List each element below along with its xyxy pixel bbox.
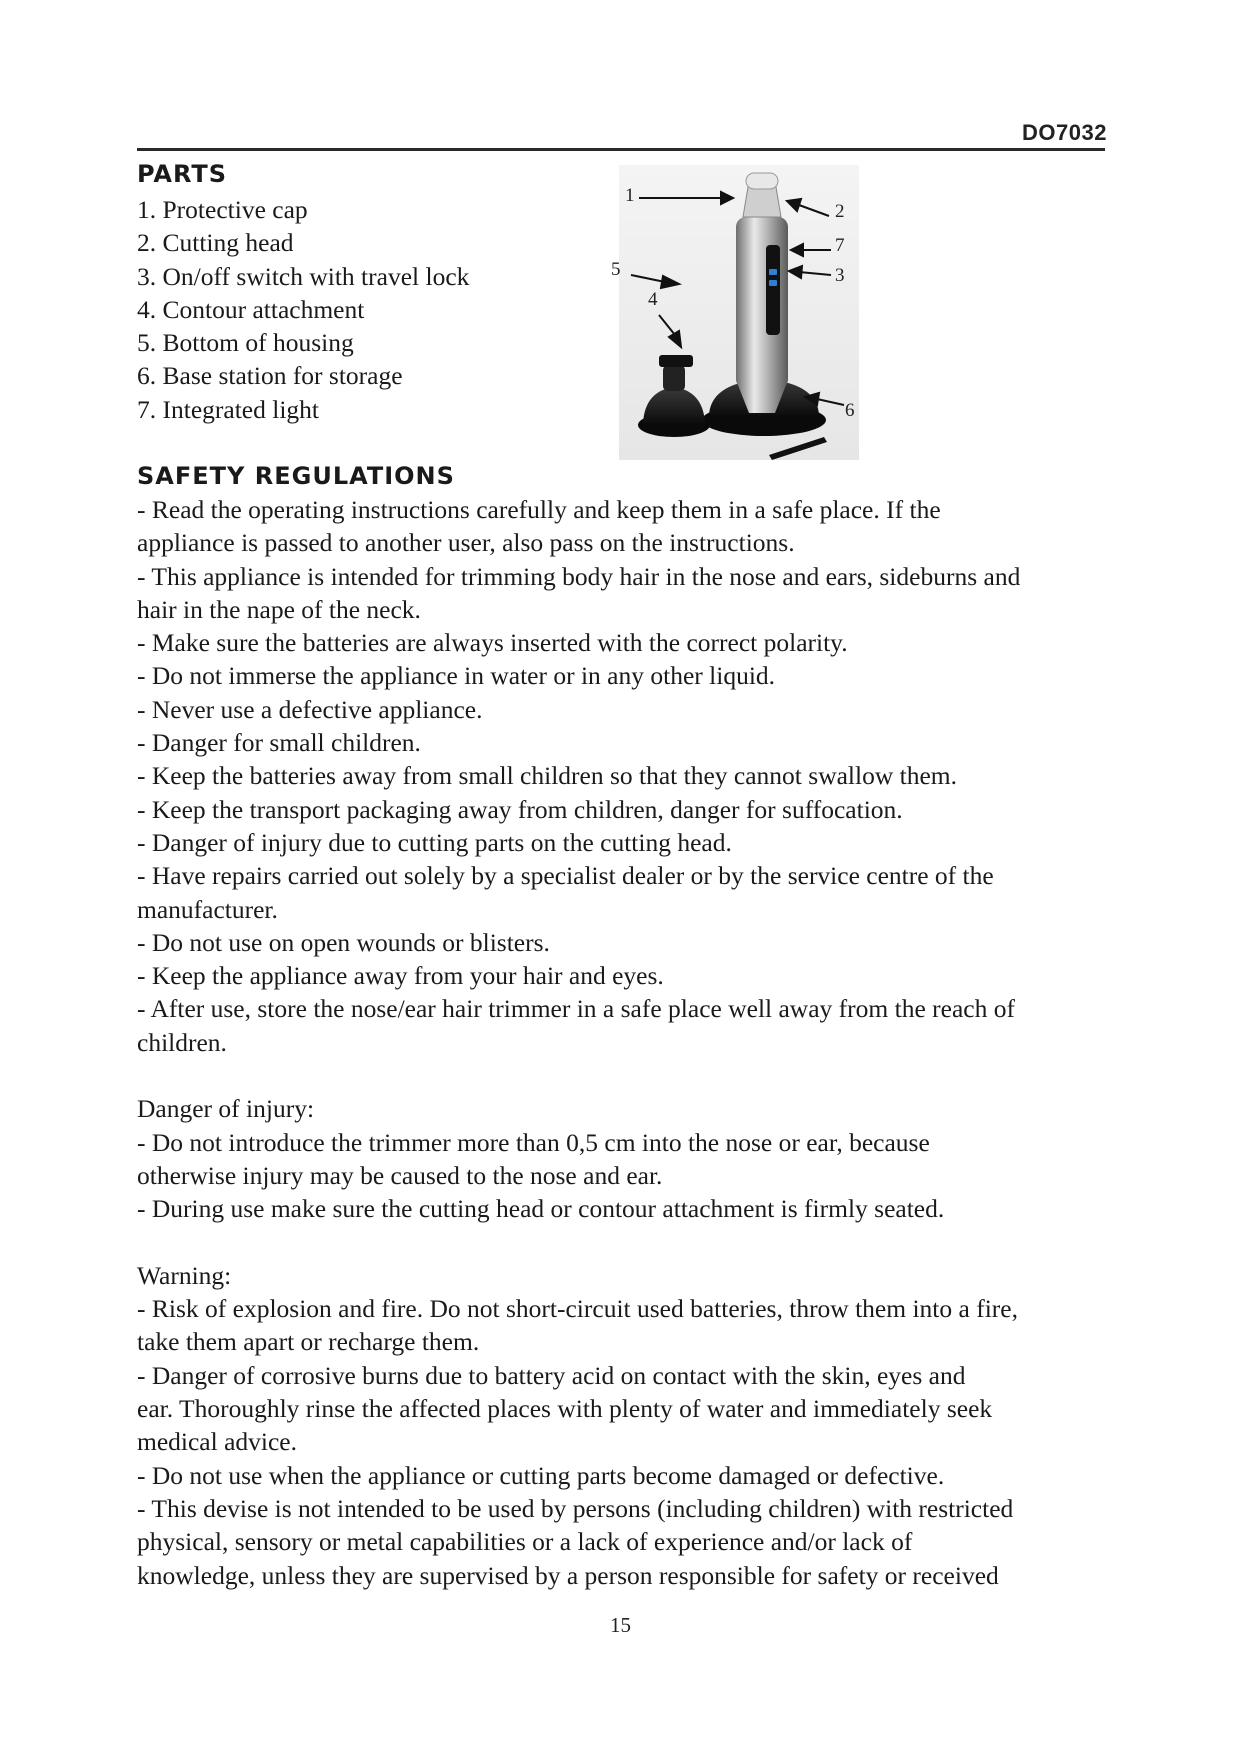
list-item: 5. Bottom of housing (137, 328, 354, 358)
text-line: - Have repairs carried out solely by a specialist dealer or by the service centre of the (137, 861, 994, 891)
callout-label: 1 (625, 185, 635, 206)
text-line: - Keep the transport packaging away from children, danger for suffocation. (137, 794, 903, 824)
text-line: - Never use a defective appliance. (137, 694, 483, 724)
text-line: - Do not use on open wounds or blisters. (137, 927, 550, 957)
text-line: - Do not introduce the trimmer more than 0,5 cm into the nose or ear, because (137, 1127, 930, 1157)
text-line: otherwise injury may be caused to the nose and ear. (137, 1160, 663, 1190)
text-line: - Danger of injury due to cutting parts on the cutting head. (137, 827, 732, 857)
text-line: physical, sensory or metal capabilities or a lack of experience and/or lack of (137, 1527, 913, 1557)
warning-title: Warning: (137, 1260, 232, 1290)
text-line: appliance is passed to another user, also pass on the instructions. (137, 528, 795, 558)
parts-heading: PARTS (137, 160, 228, 188)
text-line: - After use, store the nose/ear hair trimmer in a safe place well away from the reach of (137, 994, 1015, 1024)
product-figure (611, 165, 859, 460)
text-line: children. (137, 1027, 227, 1057)
callout-label: 3 (835, 265, 845, 286)
callout-label: 4 (648, 289, 658, 310)
light-indicator (769, 280, 777, 286)
nose-trimmer-illustration (619, 165, 859, 460)
callout-label: 7 (835, 235, 845, 256)
injury-title: Danger of injury: (137, 1094, 315, 1124)
contour-attachment-head (659, 355, 693, 367)
contour-attachment (663, 365, 685, 391)
text-line: medical advice. (137, 1427, 297, 1457)
trimmer-body (736, 217, 788, 389)
text-line: - Do not use when the appliance or cutting parts become damaged or defective. (137, 1460, 945, 1490)
callout-label: 5 (611, 259, 621, 280)
text-line: take them apart or recharge them. (137, 1327, 480, 1357)
text-line: - Keep the batteries away from small children so that they cannot swallow them. (137, 761, 957, 791)
list-item: 7. Integrated light (137, 394, 319, 424)
text-line: - Read the operating instructions carefully and keep them in a safe place. If the (137, 495, 941, 524)
text-line: manufacturer. (137, 894, 278, 924)
text-line: - This appliance is intended for trimming body hair in the nose and ears, sideburns and (137, 561, 1021, 591)
text-line: - Danger for small children. (137, 728, 421, 758)
callout-label: 6 (845, 400, 855, 421)
text-line: - Do not immerse the appliance in water or in any other liquid. (137, 661, 776, 691)
text-line: hair in the nape of the neck. (137, 594, 421, 624)
text-line: ear. Thoroughly rinse the affected places with plenty of water and immediately seek (137, 1394, 993, 1424)
page-number: 15 (610, 1613, 631, 1637)
text-line: knowledge, unless they are supervised by a person responsible for safety or received (137, 1560, 999, 1590)
light-indicator (769, 269, 777, 275)
safety-heading: SAFETY REGULATIONS (137, 462, 455, 490)
safety-text (137, 493, 1112, 1592)
text-line: - This devise is not intended to be used by persons (including children) with restricted (137, 1493, 1014, 1523)
list-item: 2. Cutting head (137, 228, 294, 258)
text-line: - Keep the appliance away from your hair and eyes. (137, 961, 664, 991)
model-number: DO7032 (1022, 120, 1107, 145)
switch-panel (766, 245, 780, 335)
list-item: 1. Protective cap (137, 195, 308, 224)
text-line: - Risk of explosion and fire. Do not short-circuit used batteries, throw them into a fire, (137, 1294, 1018, 1324)
header-rule (137, 148, 1105, 151)
text-line: - Make sure the batteries are always inserted with the correct polarity. (137, 628, 848, 658)
text-line: - During use make sure the cutting head or contour attachment is firmly seated. (137, 1194, 945, 1224)
callout-label: 2 (835, 201, 845, 222)
list-item: 6. Base station for storage (137, 361, 403, 391)
list-item: 4. Contour attachment (137, 294, 365, 324)
text-line: - Danger of corrosive burns due to battery acid on contact with the skin, eyes and (137, 1360, 966, 1390)
protective-cap (746, 173, 778, 189)
parts-list (137, 193, 469, 426)
list-item: 3. On/off switch with travel lock (137, 261, 470, 291)
